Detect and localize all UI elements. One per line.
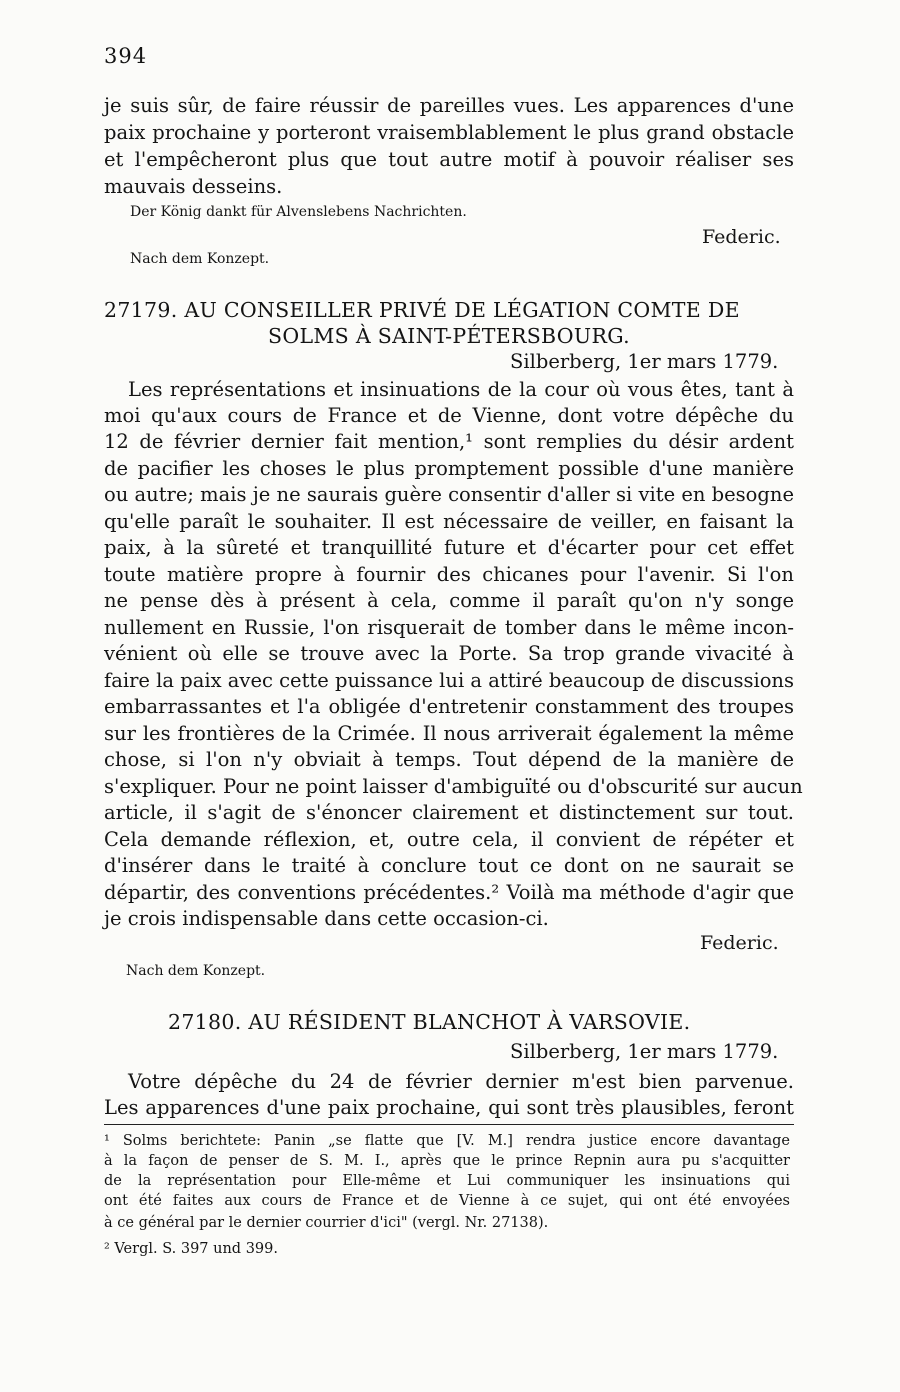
letter-line: d'insérer dans le traité à conclure tout ce dont on ne saurait se: [104, 854, 794, 877]
letter-line: toute matière propre à fournir des chicanes pour l'avenir. Si l'on: [104, 563, 794, 586]
signature: Federic.: [702, 226, 781, 248]
letter-line: embarrassantes et l'a obligée d'entretenir constamment des troupes: [104, 695, 794, 718]
footnote-line: à ce général par le dernier courrier d'ici" (vergl. Nr. 27138).: [104, 1215, 549, 1231]
letter-heading: 27180. AU RÉSIDENT BLANCHOT À VARSOVIE.: [168, 1010, 691, 1034]
letter-line: sur les frontières de la Crimée. Il nous arriverait également la même: [104, 722, 794, 745]
letter-line: départir, des conventions précédentes.² Voilà ma méthode d'agir que: [104, 881, 794, 904]
letter-line: je crois indispensable dans cette occasion-ci.: [104, 907, 549, 930]
letter-line: qu'elle paraît le souhaiter. Il est nécessaire de veiller, en faisant la: [104, 510, 794, 533]
letter-line: ou autre; mais je ne saurais guère consentir d'aller si vite en besogne: [104, 483, 794, 506]
letter-line: vénient où elle se trouve avec la Porte. Sa trop grande vivacité à: [104, 642, 794, 665]
footnote-line: de la représentation pour Elle-même et Lui communiquer les insinuations qui: [104, 1173, 790, 1189]
letter-line: paix, à la sûreté et tranquillité future et d'écarter pour cet effet: [104, 536, 794, 559]
place-date: Silberberg, 1er mars 1779.: [510, 1040, 779, 1063]
footnote-line: ont été faites aux cours de France et de Vienne à ce sujet, qui ont été envoyées: [104, 1193, 790, 1209]
letter-line: ne pense dès à présent à cela, comme il paraît qu'on n'y songe: [104, 589, 794, 612]
intro-line: je suis sûr, de faire réussir de pareilles vues. Les apparences d'une: [104, 94, 794, 117]
footnote-divider: [104, 1124, 794, 1125]
letter-line: chose, si l'on n'y obviait à temps. Tout dépend de la manière de: [104, 748, 794, 771]
letter-line: Les apparences d'une paix prochaine, qui sont très plausibles, feront: [104, 1096, 794, 1119]
letter-line: de pacifier les choses le plus promptement possible d'une manière: [104, 457, 794, 480]
signature: Federic.: [700, 932, 779, 954]
intro-line: paix prochaine y porteront vraisemblablement le plus grand obstacle: [104, 121, 794, 144]
letter-line: 12 de février dernier fait mention,¹ sont remplies du désir ardent: [104, 430, 794, 453]
page-number: 394: [104, 44, 148, 68]
footnote-line: ¹ Solms berichtete: Panin „se flatte que [V. M.] rendra justice encore davantage: [104, 1133, 790, 1149]
letter-line: Votre dépêche du 24 de février dernier m'est bien parvenue.: [128, 1070, 794, 1093]
editorial-note: Der König dankt für Alvenslebens Nachrichten.: [130, 204, 467, 220]
letter-line: moi qu'aux cours de France et de Vienne, dont votre dépêche du: [104, 404, 794, 427]
intro-line: et l'empêcheront plus que tout autre motif à pouvoir réaliser ses: [104, 148, 794, 171]
letter-heading: 27179. AU CONSEILLER PRIVÉ DE LÉGATION COMTE DE: [104, 298, 740, 322]
letter-line: nullement en Russie, l'on risquerait de tomber dans le même incon-: [104, 616, 794, 639]
place-date: Silberberg, 1er mars 1779.: [510, 350, 779, 373]
letter-heading-continued: SOLMS À SAINT-PÉTERSBOURG.: [268, 324, 630, 348]
footnote-line: ² Vergl. S. 397 und 399.: [104, 1241, 278, 1257]
letter-line: article, il s'agit de s'énoncer clairement et distinctement sur tout.: [104, 801, 794, 824]
letter-line: s'expliquer. Pour ne point laisser d'ambiguïté ou d'obscurité sur aucun: [104, 775, 803, 798]
letter-line: Les représentations et insinuations de la cour où vous êtes, tant à: [128, 378, 794, 401]
footnote-line: à la façon de penser de S. M. I., après que le prince Repnin aura pu s'acquitter: [104, 1153, 790, 1169]
source-note: Nach dem Konzept.: [126, 963, 266, 979]
source-note: Nach dem Konzept.: [130, 251, 270, 267]
letter-line: faire la paix avec cette puissance lui a attiré beaucoup de discussions: [104, 669, 794, 692]
intro-line: mauvais desseins.: [104, 175, 283, 198]
letter-line: Cela demande réflexion, et, outre cela, il convient de répéter et: [104, 828, 794, 851]
